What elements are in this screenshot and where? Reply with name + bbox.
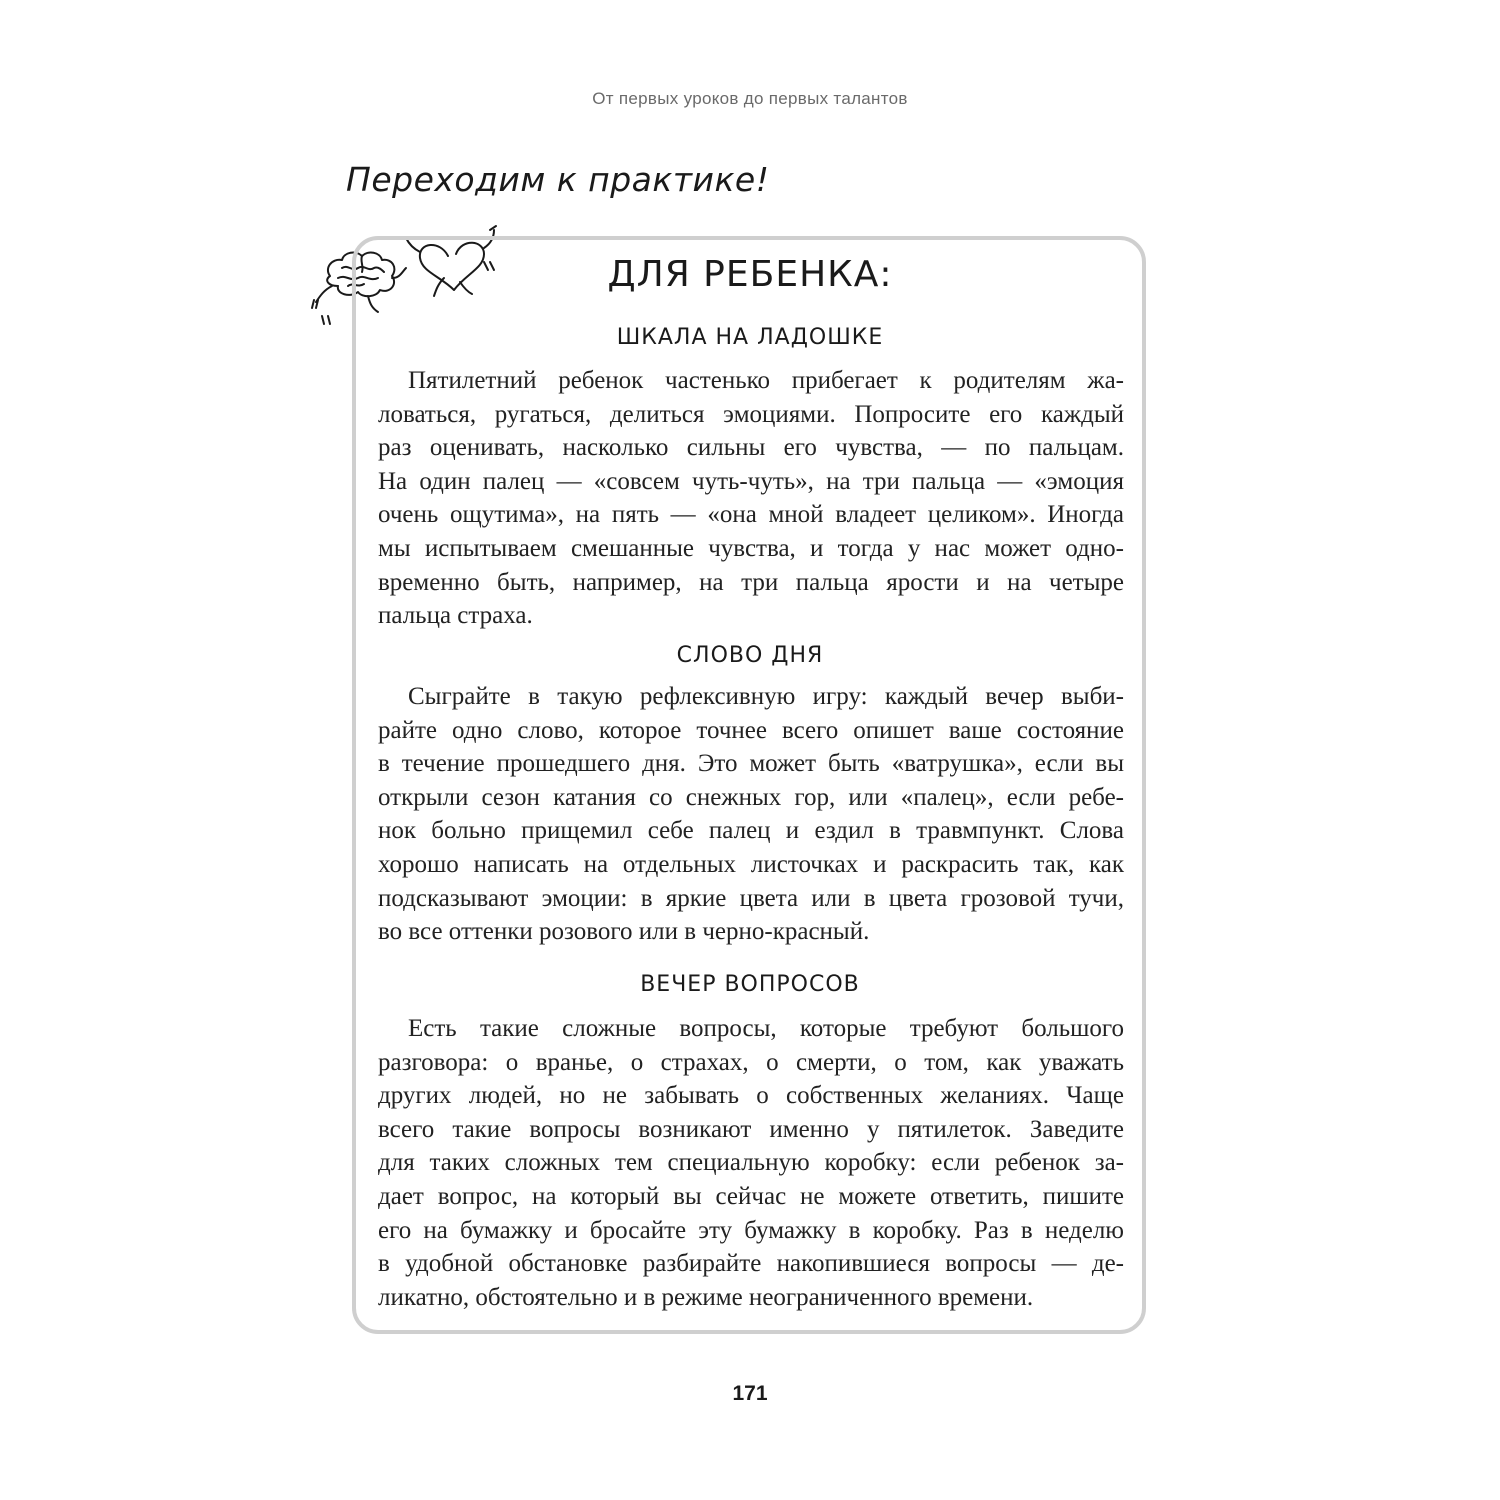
text-line: временно быть, например, на три пальца ярости и на четыре [378,568,1124,596]
text-line: ловаться, ругаться, делиться эмоциями. Попросите его каждый [378,400,1124,428]
text-line: во все оттенки розового или в черно-красный. [378,918,870,946]
text-line: хорошо написать на отдельных листочках и раскрасить так, как [378,850,1124,878]
page-number: 171 [732,1382,768,1405]
text-line: подсказывают эмоции: в яркие цвета или в цвета грозовой тучи, [378,884,1124,912]
section-2-text [378,680,1124,949]
text-line: пальца страха. [378,602,533,630]
text-line: Сыграйте в такую рефлексивную игру: каждый вечер выби- [408,683,1124,710]
text-line: дает вопрос, на который вы сейчас не можете ответить, пишите [378,1182,1124,1210]
text-line: На один палец — «совсем чуть-чуть», на три пальца — «эмоция [378,467,1124,495]
text-line: ликатно, обстоятельно и в режиме неограниченного времени. [378,1283,1034,1311]
text-line: открыли сезон катания со снежных гор, или «палец», если ребе- [378,783,1124,811]
text-line: райте одно слово, которое точнее всего опишет ваше состояние [378,716,1124,744]
section-1-text [378,364,1124,633]
text-line: Пятилетний ребенок частенько прибегает к родителям жа- [408,367,1124,394]
running-head: От первых уроков до первых талантов [592,89,908,108]
text-line: других людей, но не забывать о собственных желаниях. Чаще [378,1082,1124,1110]
section-1-heading: ШКАЛА НА ЛАДОШКЕ [616,325,884,350]
text-line: очень ощутима», на пять — «она мной владеет целиком». Иногда [378,501,1124,529]
text-line: Есть такие сложные вопросы, которые требуют большого [408,1015,1124,1042]
panel-title: ДЛЯ РЕБЕНКА: [607,254,893,295]
text-line: его на бумажку и бросайте эту бумажку в коробку. Раз в неделю [378,1216,1124,1244]
text-line: для таких сложных тем специальную коробку: если ребенок за- [378,1149,1124,1177]
text-line: мы испытываем смешанные чувства, и тогда у нас может одно- [378,534,1124,562]
text-line: в удобной обстановке разбирайте накопившиеся вопросы — де- [378,1250,1124,1278]
text-line: разговора: о вранье, о страхах, о смерти, о том, как уважать [378,1048,1124,1076]
text-line: в течение прошедшего дня. Это может быть «ватрушка», если вы [378,750,1124,778]
section-3-heading: ВЕЧЕР ВОПРОСОВ [640,972,860,997]
section-2-heading: СЛОВО ДНЯ [676,643,824,668]
section-heading: Переходим к практике! [346,160,770,199]
text-line: раз оценивать, насколько сильны его чувства, — по пальцам. [378,434,1124,462]
section-3-text [378,1012,1124,1314]
text-line: всего такие вопросы возникают именно у пятилеток. Заведите [378,1115,1124,1143]
text-line: нок больно прищемил себе палец и ездил в травмпункт. Слова [378,817,1124,845]
